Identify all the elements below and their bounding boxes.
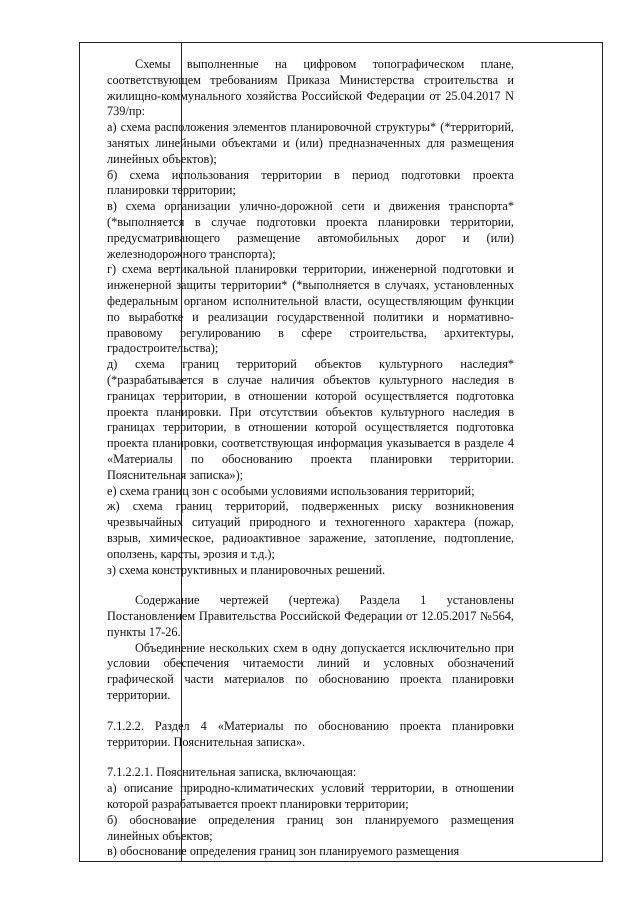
drawings-content-paragraph: Содержание чертежей (чертежа) Раздела 1 установлены Постановлением Правительства Российской Федерации от 12.05.2017 №564, пункты 17-26. [107,593,514,639]
scheme-item-b: б) схема использования территории в период подготовки проекта планировки территории; [107,167,514,198]
scheme-item-g: г) схема вертикальной планировки территории, инженерной подготовки и инженерной защиты территории* (*выполняется в случаях, установленных федеральным органом исполнительной власти, осуществляющим функции по выработке и реализации государственной политики и нормативно-правовому регулированию в сфере строительства, архитектуры, градостроительства); [107,262,514,356]
document-body [107,42,514,860]
note-item-a: а) описание природно-климатических условий территории, в отношении которой разрабатывается проект планировки территории; [107,781,514,812]
note-item-b: б) обоснование определения границ зон планируемого размещения линейных объектов; [107,812,514,843]
schemes-intro: Схемы выполненные на цифровом топографическом плане, соответствующем требованиям Приказа Министерства строительства и жилищно-коммунального хозяйства Российской Федерации от 25.04.2017 N 739/пр: [107,57,514,119]
spacer [107,42,514,57]
spacer [107,750,514,765]
note-item-v: в) обоснование определения границ зон планируемого размещения [107,844,460,859]
subsection-heading: 7.1.2.2.1. Пояснительная записка, включающая: [107,765,357,780]
scheme-item-a: а) схема расположения элементов планировочной структуры* (*территорий, занятых линейными объектами и (или) предназначенных для размещения линейных объектов); [107,120,514,166]
scheme-item-e: е) схема границ зон с особыми условиями использования территорий; [107,483,475,498]
scheme-item-d: д) схема границ территорий объектов культурного наследия* (*разрабатывается в случае наличия объектов культурного наследия в границах территории, в отношении которой осуществляется подготовка проекта планировки. При отсутствии объектов культурного наследия в границах территории, в отношении которой осуществляется подготовка проекта планировки, соответствующая информация указывается в разделе 4 «Материалы по обоснованию проекта планировки территории. Пояснительная записка»); [107,357,514,482]
spacer [107,578,514,593]
scheme-item-zh: ж) схема границ территорий, подверженных риску возникновения чрезвычайных ситуаций природного и техногенного характера (пожар, взрыв, химическое, радиоактивное заражение, затопление, подтопление, оползень, карсты, эрозия и т.д.); [107,499,514,561]
combine-note-paragraph: Объединение нескольких схем в одну допускается исключительно при условии обеспечения читаемости линий и условных обозначений графической части материалов по обоснованию проекта планировки территории. [107,640,514,703]
section-heading: 7.1.2.2. Раздел 4 «Материалы по обоснованию проекта планировки территории. Пояснительная записка». [107,718,514,749]
spacer [107,704,514,719]
scheme-item-z: з) схема конструктивных и планировочных решений. [107,562,386,577]
scheme-item-v: в) схема организации улично-дорожной сети и движения транспорта* (*выполняется в случае подготовки проекта планировки территории, предусматривающего размещение автомобильных дорог и (или) железнодорожного транспорта); [107,199,514,261]
